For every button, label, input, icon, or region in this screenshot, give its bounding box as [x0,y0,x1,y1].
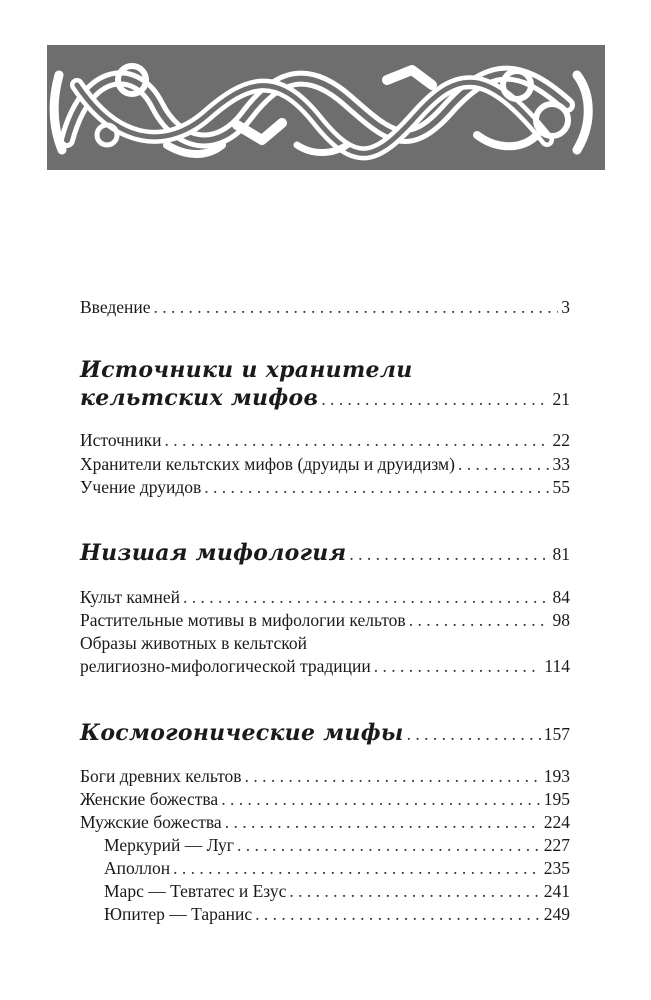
dot-leader [255,903,541,925]
section-title: Космогонические мифы [80,720,404,746]
dot-leader [183,586,550,608]
section-title-line2: кельтских мифов [80,385,319,411]
toc-entry-page: 193 [543,766,570,786]
toc-entry-label: Аполлон [104,858,171,878]
dot-leader [173,857,541,879]
toc-entry-label: религиозно-мифологической традиции [80,656,371,676]
celtic-knotwork-banner [47,45,605,170]
toc-entry-label: Учение друидов [80,477,202,497]
toc-entry[interactable] [80,655,570,677]
toc-entry-label: Культ камней [80,587,180,607]
toc-entry-intro[interactable] [80,296,570,318]
toc-entry-page: 224 [543,812,570,832]
toc-entry-page: 3 [561,297,570,317]
dot-leader [374,655,542,677]
section-page: 21 [552,389,570,409]
toc-entry-page: 241 [543,881,570,901]
toc-entry-page: 33 [552,454,570,474]
toc-entry[interactable] [80,609,570,631]
section-heading-lower-mythology[interactable] [80,540,570,566]
toc-entry[interactable] [80,453,570,475]
toc-entry[interactable] [80,476,570,498]
section-title-line1: Источники и хранители [80,357,413,383]
dot-leader [407,723,541,745]
toc-entry-page: 249 [543,904,570,924]
toc-entry-page: 114 [544,656,570,676]
toc-entry-label-line1[interactable]: Образы животных в кельтской [80,633,307,653]
toc-entry-label: Марс — Тевтатес и Езус [104,881,287,901]
toc-subentry[interactable] [104,903,570,925]
dot-leader [204,476,549,498]
section-heading-sources[interactable] [80,385,570,411]
section-title: Низшая мифология [80,540,347,566]
dot-leader [245,765,541,787]
toc-entry-label: Мужские божества [80,812,222,832]
dot-leader [165,429,550,451]
section-page: 81 [552,544,570,564]
toc-entry[interactable] [80,811,570,833]
toc-entry-label: Женские божества [80,789,219,809]
toc-entry[interactable] [80,429,570,451]
toc-entry-label: Введение [80,297,151,317]
toc-entry[interactable] [80,765,570,787]
toc-entry-page: 98 [552,610,570,630]
dot-leader [225,811,541,833]
section-page: 157 [543,724,570,744]
toc-subentry[interactable] [104,857,570,879]
dot-leader [154,296,559,318]
dot-leader [458,453,550,475]
toc-entry-label: Источники [80,430,162,450]
toc-entry-page: 235 [543,858,570,878]
toc-entry-label: Растительные мотивы в мифологии кельтов [80,610,406,630]
toc-entry-label: Юпитер — Таранис [104,904,253,924]
section-heading-cosmogonic-myths[interactable] [80,720,570,746]
dot-leader [321,388,549,410]
toc-entry-page: 84 [552,587,570,607]
celtic-knotwork-icon [47,45,605,170]
toc-entry-page: 55 [552,477,570,497]
dot-leader [289,880,540,902]
toc-entry[interactable] [80,788,570,810]
dot-leader [409,609,550,631]
toc-entry-label: Меркурий — Луг [104,835,234,855]
toc-subentry[interactable] [104,834,570,856]
toc-subentry[interactable] [104,880,570,902]
toc-entry-page: 22 [552,430,570,450]
dot-leader [237,834,541,856]
toc-entry-page: 227 [543,835,570,855]
dot-leader [221,788,541,810]
toc-entry[interactable] [80,586,570,608]
toc-entry-label: Хранители кельтских мифов (друиды и друидизм) [80,454,455,474]
dot-leader [349,543,549,565]
toc-entry-page: 195 [543,789,570,809]
toc-entry-label: Боги древних кельтов [80,766,242,786]
